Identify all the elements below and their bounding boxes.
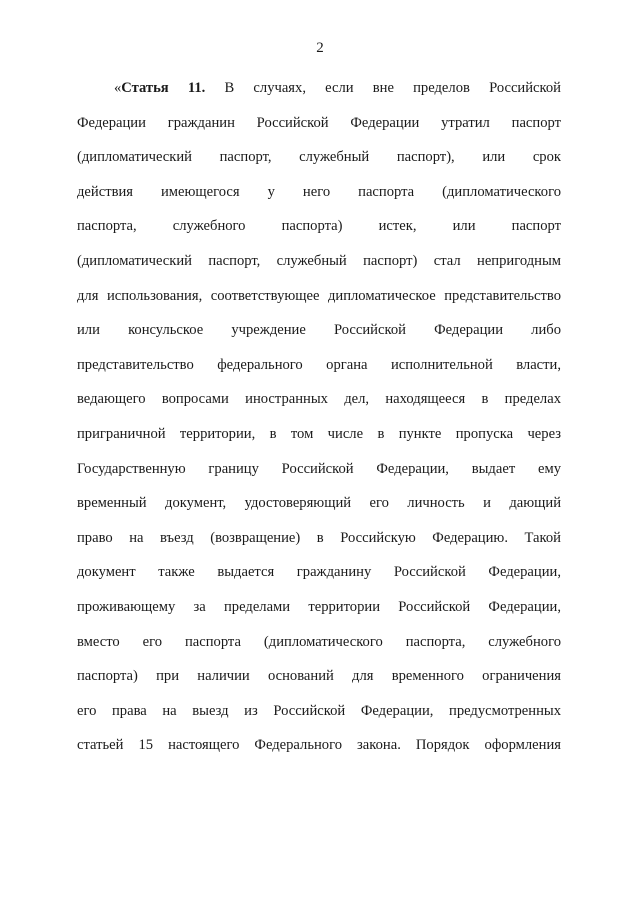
text-line: ведающего вопросами иностранных дел, находящееся в пределах	[77, 391, 561, 408]
text-line: представительство федерального органа исполнительной власти,	[77, 356, 561, 373]
text-line: статьей 15 настоящего Федерального закона. Порядок оформления	[77, 737, 561, 754]
text-line: Государственную границу Российской Федерации, выдает ему	[77, 460, 561, 477]
text-line: вместо его паспорта (дипломатического паспорта, служебного	[77, 633, 561, 650]
text-line: приграничной территории, в том числе в пункте пропуска через	[77, 425, 561, 442]
text-line: для использования, соответствующее дипломатическое представительство	[77, 287, 561, 304]
text-line: временный документ, удостоверяющий его личность и дающий	[77, 495, 561, 512]
text-line: В случаях, если вне пределов Российской	[224, 80, 561, 96]
text-line: (дипломатический паспорт, служебный паспорт) стал непригодным	[77, 252, 561, 269]
text-line: действия имеющегося у него паспорта (дипломатического	[77, 183, 561, 200]
text-line: документ также выдается гражданину Российской Федерации,	[77, 564, 561, 581]
text-line: паспорта, служебного паспорта) истек, или паспорт	[77, 218, 561, 235]
text-line: паспорта) при наличии оснований для временного ограничения	[77, 668, 561, 685]
text-line: или консульское учреждение Российской Федерации либо	[77, 322, 561, 339]
text-line: Федерации гражданин Российской Федерации утратил паспорт	[77, 114, 561, 131]
article-heading: Статья 11.	[121, 80, 206, 96]
open-quote: «	[114, 80, 122, 96]
text-line: право на въезд (возвращение) в Российскую Федерацию. Такой	[77, 529, 561, 546]
text-line: его права на выезд из Российской Федерации, предусмотренных	[77, 702, 561, 719]
page-number: 2	[316, 40, 324, 56]
text-line: (дипломатический паспорт, служебный паспорт), или срок	[77, 149, 561, 166]
article-first-line	[77, 76, 561, 111]
article-body	[77, 76, 561, 768]
text-line: проживающему за пределами территории Российской Федерации,	[77, 598, 561, 615]
